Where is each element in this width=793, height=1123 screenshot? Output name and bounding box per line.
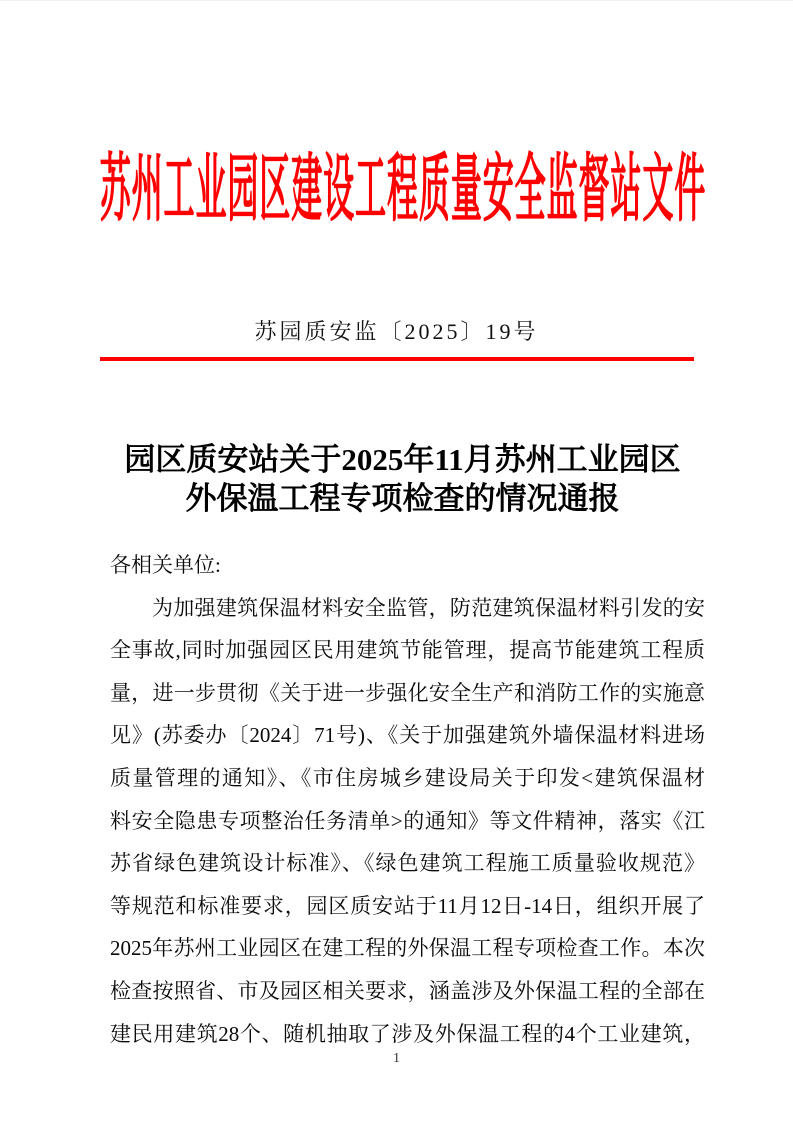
red-divider-line — [100, 357, 694, 361]
body-line: 料安全隐患专项整治任务清单>的通知》等文件精神，落实《江 — [110, 808, 705, 833]
red-header — [0, 149, 793, 231]
body-line: 全事故,同时加强园区民用建筑节能管理，提高节能建筑工程质 — [110, 638, 705, 663]
salutation: 各相关单位: — [110, 553, 221, 577]
body-line: 苏省绿色建筑设计标准》、《绿色建筑工程施工质量验收规范》 — [110, 851, 705, 876]
body-line: 检查按照省、市及园区相关要求，涵盖涉及外保温工程的全部在 — [110, 978, 705, 1003]
document-title — [105, 440, 700, 518]
body-line: 建民用建筑28个、随机抽取了涉及外保温工程的4个工业建筑， — [110, 1021, 705, 1046]
document-title-line-2: 外保温工程专项检查的情况通报 — [185, 481, 620, 516]
body-line: 质量管理的通知》、《市住房城乡建设局关于印发<建筑保温材 — [110, 765, 705, 790]
document-title-line-1: 园区质安站关于2025年11月苏州工业园区 — [124, 442, 681, 477]
body-line: 2025年苏州工业园区在建工程的外保温工程专项检查工作。本次 — [110, 936, 705, 961]
body-line: 为加强建筑保温材料安全监管，防范建筑保温材料引发的安 — [152, 595, 705, 620]
body-line: 量，进一步贯彻《关于进一步强化安全生产和消防工作的实施意 — [110, 680, 705, 705]
body-line: 见》(苏委办〔2024〕71号)、《关于加强建筑外墙保温材料进场 — [110, 723, 705, 748]
body-line: 等规范和标准要求，园区质安站于11月12日-14日，组织开展了 — [110, 893, 705, 918]
document-body — [110, 544, 705, 1055]
agency-header-title: 苏州工业园区建设工程质量安全监督站文件 — [99, 149, 706, 231]
page-number: 1 — [393, 1051, 400, 1066]
document-number: 苏园质安监〔2025〕19号 — [254, 319, 539, 344]
